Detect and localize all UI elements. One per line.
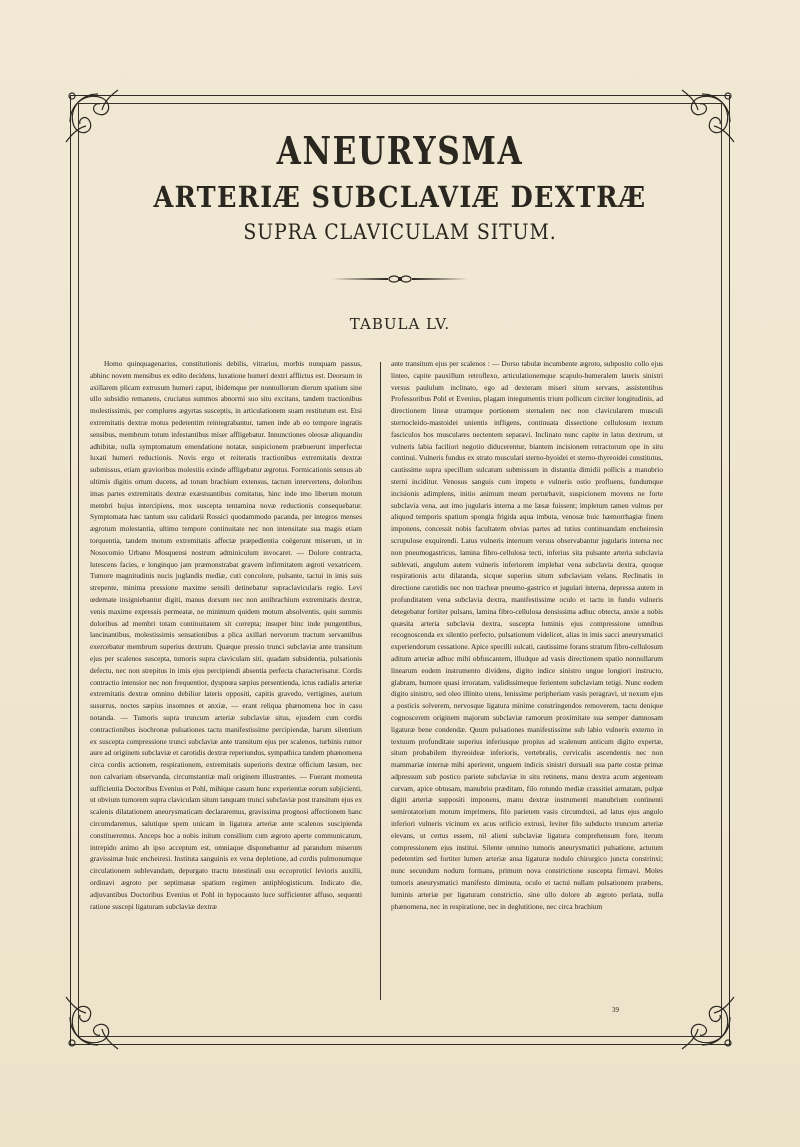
- column-divider: [380, 362, 381, 1000]
- body-column-right: ante transitum ejus per scalenos : — Dorso tabulæ incumbente ægroto, subposito collo ejus linteo, capite pauxillum retroflexo, articulationemque scapulo-humeralem lateris sinistri versus paululum inclinato, ego ad dexteram miseri situm servans, assistentibus Professoribus Pohl et Evenius, plagam integumentis trium pollicum circiter longitudinis, ad directionem lineæ utramque portionem sternalem nec non clavicularem musculi sternocleido-mastoidei unientis infligens, continuata dissectione cellulosum textum fasciculos hos musculares nectentem separavi. Inclinato nunc capite in latus dextrum, ut vulneris labia faciliori negotio diducerentur, biantem incisionem retractorum ope in situ continui. Vulneris fundus ex strato musculari sterno-hyoidei et sterno-thyreoidei constitutus, cautissime supra specillum sulcatum submissum in distantia dimidii pollicis a manubrio sterni inciditur. Venosus sanguis cum impetu e vulneris ostio profluens, fundumque incisionis adimplens, initio animum meum perturbavit, suspicionem movens ne forte subclavia vena, aut imo jugularis interna a me læsæ fuissent; impletum tamen vulnus per aliquod temporis spatium spongia frigida aqua imbuta, venosæ huic hæmorrhagiæ finem imponens, concessit nobis facultatem obvias partes ad tutius continuandam encheiresin scrupulose exquirendi. Latus vulneris internum versus observabantur jugularis interna nec non pneumogastricus, lamina fibro-cellulosa tecti, inferius sita pulsante arteria subclavia sublevati, angulum autem vulneris inferiorem implebat vena subclavia dextra, quoque respirationis actu dilatanda, sicque superius situm subclaviam velans. Reclinatis in directione carotidis nec non tracheæ pneumo-gastrico et jugulari interna, depressa autem in profunditatem vena subclavia dextra, manifestissime oculo et tactu in fundo vulneris detegebatur fortiter pulsans, lamina fibro-cellulosa densissima adhuc obtecta, anxie a nobis quæsita arteria subclavia dextra, suscepta luminis ejus compressione omnibus recognoscenda ex silentio perfecto, pulsationum videlicet, alias in imis sacci aneurysmatici experiendorum cessatione. Apice specilli sulcati, cautissime forans stratum fibro-cellulosum aditum arteriæ adhuc mihi obfuscantem, illudque ad vasis directionem spatio nonnullarum linearum eodem instrumento dividens, digito indice sinistro ungue longiori instructo, glabram, humore quasi irroratam, validissimeque ferientem subclaviam tetigi. Nunc eodem digito sinistro, sed oleo illinito utens, lenissime peripheriam vasis peragravi, ut nexum ejus a posticis solverem, nervosque ligatura minime constringendos removerem, tactu denique cognoscerem originem majorum subclaviæ ramorum proximitate sua semper damnosam ligaturæ bene condendæ. Quum pulsationes manifestissime sub labio vulneris externo in textuum profunditate superius inferiusque propius ad scalenum anticum digito expertæ, situm probabilem thyreoideæ inferioris, vertebralis, cervicalis ascendentis nec non mammariæ internæ mihi aperirent, unguem indicis sinistri dorsuali sua parte costæ primæ adpressum sub postico pariete subclaviæ in situ retinens, manu dextra acum argenteam curvam, apice obtusam, manubrio præditam, filo rotundo mediæ crassitiei armatam, pulpæ digiti arteriæ suppositi imponens, manu dextræ instrumenti manubrium continenti semirotatorium motum imprimens, filo parietem vasis circumduxi, ad latus ejus angulo inferiori vulneris vicinum ex acus orificio extrusi, leviter filo subducto truncum arteriæ elevans, ut certus essem, nil alieni subclaviæ ligatura comprehensum fore, iterum compressionem ejus institui. Silente omnino tumoris aneurysmatici pulsatione, actutum pedetentim sed fortiter lumen arteriæ ansa ligaturæ nodulo chirurgico juncta constrinxi; nunc secundum nodum formans, primum nova constrictione suscepta firmavi. Moles tumoris aneurysmatici manifesto diminuta, oculo et tactui nullam pulsationem præbens, luminis arteriæ per ligaturam constrictio, sine ullo dolore ab ægroto perlata, nulla phænomena, nec in respiratione, nec in deglutitione, nec circa brachium: [391, 359, 663, 911]
- title-line-3: SUPRA CLAVICULAM SITUM.: [243, 220, 557, 244]
- plate-label: TABULA LV.: [349, 315, 451, 333]
- corner-flourish-bottom-right: [662, 977, 742, 1057]
- page-number: 39: [612, 1006, 619, 1014]
- title-divider-ornament: [330, 272, 470, 286]
- corner-flourish-bottom-left: [58, 977, 138, 1057]
- title-line-2: ARTERIÆ SUBCLAVIÆ DEXTRÆ: [153, 180, 647, 214]
- title-line-1: ANEURYSMA: [276, 128, 524, 173]
- body-column-left: Homo quinquagenarius, constitutionis debilis, vitrarius, morbis nunquam passus, abhinc novem mensibus ex edito decidens, luxatione humeri dextri afflictus est. Deorsum in axillarem plicam extrusum humeri caput, ibidemque per nonnullorum dierum spatium sine ullo subsidio remanens, cruciatus summos abnormi suo situ excitans, tandem tractionibus molestissimis, per complures ægyrtas susceptis, in articulationem suam restitutum est. Etsi extremitatis dextræ motus pedetentim reintegrabantur, tamen inde ab eo tempore ingratis sensibus, membrum totum infestantibus miser affligebatur. Innunctiones oleosæ aliquandiu adhibitæ, nulla symptomatum emendatione notatæ, suspicionem præbuerunt imperfectæ luxati humeri reductionis. Novis ergo et reiteratis tractionibus extremitatis dextræ submissus, etiam gravioribus molestiis exinde affligebatur ægrotus. Formicationis sensus ab ultimis digitis ortum ducens, ad totum brachium extensus, tactum intervertens, doloribus imas partes extremitatis dextræ exæstuantibus comitatus, hinc inde imo liberum motum membri hujus intercipiens, mox suscepta tentamina novæ reductionis consequebatur. Symptomata hæc tantum usu calidarii Rossici quodammodo pacanda, per integros menses ægrotum molestantia, ultimo tempore continuitate nec non intensitate sua magis etiam torquentia, tandem motum extremitatis affectæ præpedientia coëgerunt miserum, ut in Nosocomio Urbano Mosquensi nostrum adminiculum invocaret. — Dolore contracta, lutescens facies, e longinquo jam præmonstrabat gravem infirmitatem ægroti vexatricem. Tumore magnitudinis nucis juglandis mediæ, cuti concolore, pulsante, tactui in imis suis strepente, minima pressione maxime sensili detinebatur supraclavicularis regio. Levi œdemate insigniebantur digiti, manus dorsum nec non antibrachium extremitatis dextræ, venis maxime expressis permeatæ, ne minimum quidem motum absolventis, quin summis doloribus ad membri totam continuitatem sit correpta; insuper hinc inde pungentibus, lancinantibus, molestissimis sensationibus a plica axillari nervorum tractum servantibus exercebatur membrum superius dextrum. Quæque pressio trunci subclaviæ ante transitum ejus per scalenos suscepta, tumoris supra claviculam siti, quadam subsidentia, pulsationis defectu, nec non strepitus in imis ejus percipiendi absentia perfecta characterisatur. Cordis contractio intensior nec non frequentior, dyspnœa sæpius persentienda, ictus radialis arteriæ extremitatis dextræ omnino debilior lateris oppositi, capitis gravedo, vertigines, aurium susurrus, noctes sæpius insomnes et anxiæ, — erant reliqua phænomena hoc in casu notanda. — Tumoris supra truncum arteriæ subclaviæ situs, ejusdem cum cordis contractionibus isochronæ pulsationes tactu manifestissime percipiendæ, harum silentium ex suscepta compressione trunci subclaviæ ante transitum ejus per scalenos, turbinis rumor aure ad originem subclaviæ et carotidis dextræ reperiundus, sympathica tandem phænomena circa cordis actionem, respirationem, extremitatis superioris dextræ officium læsum, nec non calvariam observanda, circumstantiæ mali originem illustrantes. — Fuerant momenta sufficientia Doctoribus Evenius et Pohl, mihique casum hunc experientiæ eorum subjicienti, ut obvium tumorem supra claviculam situm tanquam trunci subclaviæ post transitum ejus ex scalenis dilatationem aneurysmaticam declararemus, gravissima prognosi affectionem hanc circumdaremus, salutique spem unicam in ligatura arteriæ ante scalenos suscipienda constitueremus. Anceps hoc a nobis initum consilium cum ægroto aperte communicatum, intrepido animo ab ipso acceptum est, omniaque disponebantur ad parandum miserum gravissimæ huic encheiresi. Instituta sanguinis ex vena depletione, ad cordis pulmonumque circulationem sublevandam, depurgato tractu intestinali usu eccoproticí levioris auxilii, ordinavi ægroto per septimanæ spatium regimen antiphlogisticum. Indicato die, adjuvantibus Doctoribus Evenius et Pohl in hypocausto luce sufficienter affuso, sequenti ratione suscepi ligaturam subclaviæ dextræ: [90, 359, 362, 911]
